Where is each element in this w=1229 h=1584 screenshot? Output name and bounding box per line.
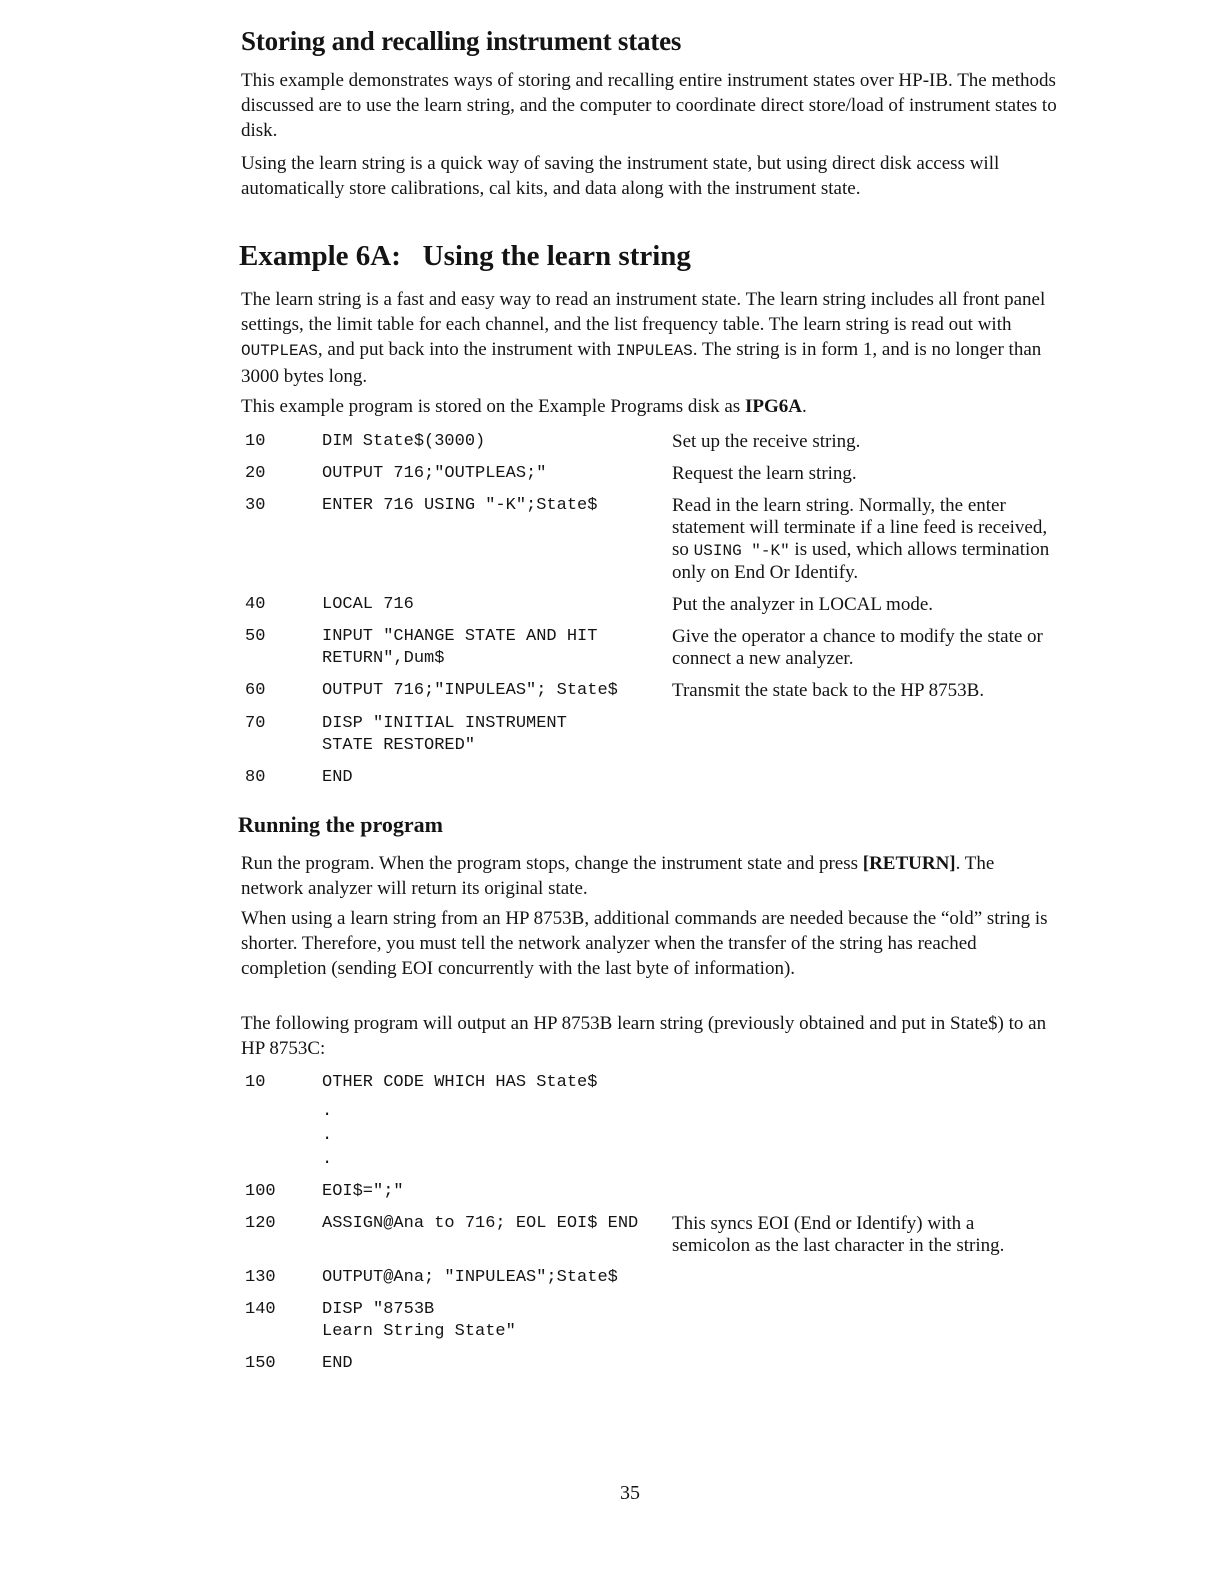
ellipsis-dot: . xyxy=(322,1102,333,1121)
inline-code: USING "-K" xyxy=(693,542,790,560)
intro-paragraph-2: Using the learn string is a quick way of saving the instrument state, but using direct disk access will automatically store calibrations, cal kits, and data along with the instrument state. xyxy=(241,153,1000,199)
code-text: OTHER CODE WHICH HAS State$ xyxy=(322,1073,598,1092)
line-comment xyxy=(672,495,1057,584)
text-run: . The network analyzer will return its original state. xyxy=(241,853,995,899)
line-comment: Request the learn string. xyxy=(672,463,857,484)
line-number: 130 xyxy=(245,1268,276,1287)
code-text: OUTPUT@Ana; "INPULEAS";State$ xyxy=(322,1268,618,1287)
line-comment: Give the operator a chance to modify the state or connect a new analyzer. xyxy=(672,626,1043,669)
code-text: DISP "INITIAL INSTRUMENT STATE RESTORED" xyxy=(322,714,578,755)
example-paragraph-1 xyxy=(241,287,1061,389)
code-text: END xyxy=(322,1354,353,1373)
line-number: 10 xyxy=(245,432,266,451)
example-label: Example 6A: xyxy=(239,240,401,272)
line-number: 100 xyxy=(245,1182,276,1201)
running-paragraph-1 xyxy=(241,851,1061,901)
line-comment: Set up the receive string. xyxy=(672,431,861,452)
text-run: . xyxy=(801,396,807,417)
line-number: 60 xyxy=(245,681,266,700)
text-run: , and put back into the instrument with xyxy=(317,339,616,360)
running-paragraph-2: When using a learn string from an HP 8753B, additional commands are needed because the “old” string is shorter. Therefore, you must tell the network analyzer when the transfer of the string has reached completion (sending EOI concurrently with the last byte of information). xyxy=(241,908,1048,979)
line-number: 30 xyxy=(245,496,266,515)
code-outpleas: OUTPLEAS xyxy=(241,342,318,360)
page-number: 35 xyxy=(620,1482,640,1504)
line-number: 20 xyxy=(245,464,266,483)
text-run: This example program is stored on the Example Programs disk as xyxy=(241,396,745,417)
text-run: Run the program. When the program stops, change the instrument state and press xyxy=(241,853,863,874)
line-comment: Put the analyzer in LOCAL mode. xyxy=(672,594,934,615)
program-file-name: IPG6A xyxy=(744,396,802,417)
code-text: END xyxy=(322,768,353,787)
code-text: OUTPUT 716;"INPULEAS"; State$ xyxy=(322,681,618,700)
code-text: LOCAL 716 xyxy=(322,595,414,614)
intro-paragraph-1: This example demonstrates ways of storing and recalling entire instrument states over HP-IB. The methods discussed are to use the learn string, and the computer to coordinate direct store/load of instrument states to disk. xyxy=(241,70,1057,141)
text-run: is used, which allows termination only on End Or Identify. xyxy=(672,539,1050,583)
ellipsis-dot: . xyxy=(322,1150,333,1169)
text-run: . The string is in form 1, and is no longer than 3000 bytes long. xyxy=(241,339,1042,387)
line-number: 120 xyxy=(245,1214,276,1233)
line-comment: Transmit the state back to the HP 8753B. xyxy=(672,680,985,701)
code-text: ENTER 716 USING "-K";State$ xyxy=(322,496,598,515)
line-number: 80 xyxy=(245,768,266,787)
line-number: 50 xyxy=(245,627,266,646)
code-inpuleas: INPULEAS xyxy=(615,342,693,360)
example-paragraph-2 xyxy=(241,394,1061,419)
ellipsis-dot: . xyxy=(322,1126,333,1145)
line-number: 150 xyxy=(245,1354,276,1373)
return-key-label: [RETURN] xyxy=(862,853,956,874)
example-title: Using the learn string xyxy=(422,240,691,272)
code-text: INPUT "CHANGE STATE AND HIT RETURN",Dum$ xyxy=(322,627,608,668)
text-run: Read in the learn string. Normally, the enter statement will terminate if a line feed is received, so xyxy=(672,495,1048,560)
example-heading xyxy=(239,240,691,273)
code-text: OUTPUT 716;"OUTPLEAS;" xyxy=(322,464,547,483)
running-heading: Running the program xyxy=(238,812,443,837)
text-run: The learn string is a fast and easy way to read an instrument state. The learn string includes all front panel settings, the limit table for each channel, and the list frequency table. The learn string is read out with xyxy=(241,289,1046,335)
code-text: EOI$=";" xyxy=(322,1182,404,1201)
line-number: 40 xyxy=(245,595,266,614)
line-number: 140 xyxy=(245,1300,276,1319)
code-text: DISP "8753B Learn String State" xyxy=(322,1300,516,1341)
line-number: 10 xyxy=(245,1073,266,1092)
line-comment: This syncs EOI (End or Identify) with a semicolon as the last character in the string. xyxy=(672,1213,1005,1256)
code-text: ASSIGN@Ana to 716; EOL EOI$ END xyxy=(322,1214,639,1233)
section-heading: Storing and recalling instrument states xyxy=(241,26,682,56)
line-number: 70 xyxy=(245,714,266,733)
code-text: DIM State$(3000) xyxy=(322,432,486,451)
running-paragraph-3: The following program will output an HP 8753B learn string (previously obtained and put in State$) to an HP 8753C: xyxy=(241,1013,1047,1059)
